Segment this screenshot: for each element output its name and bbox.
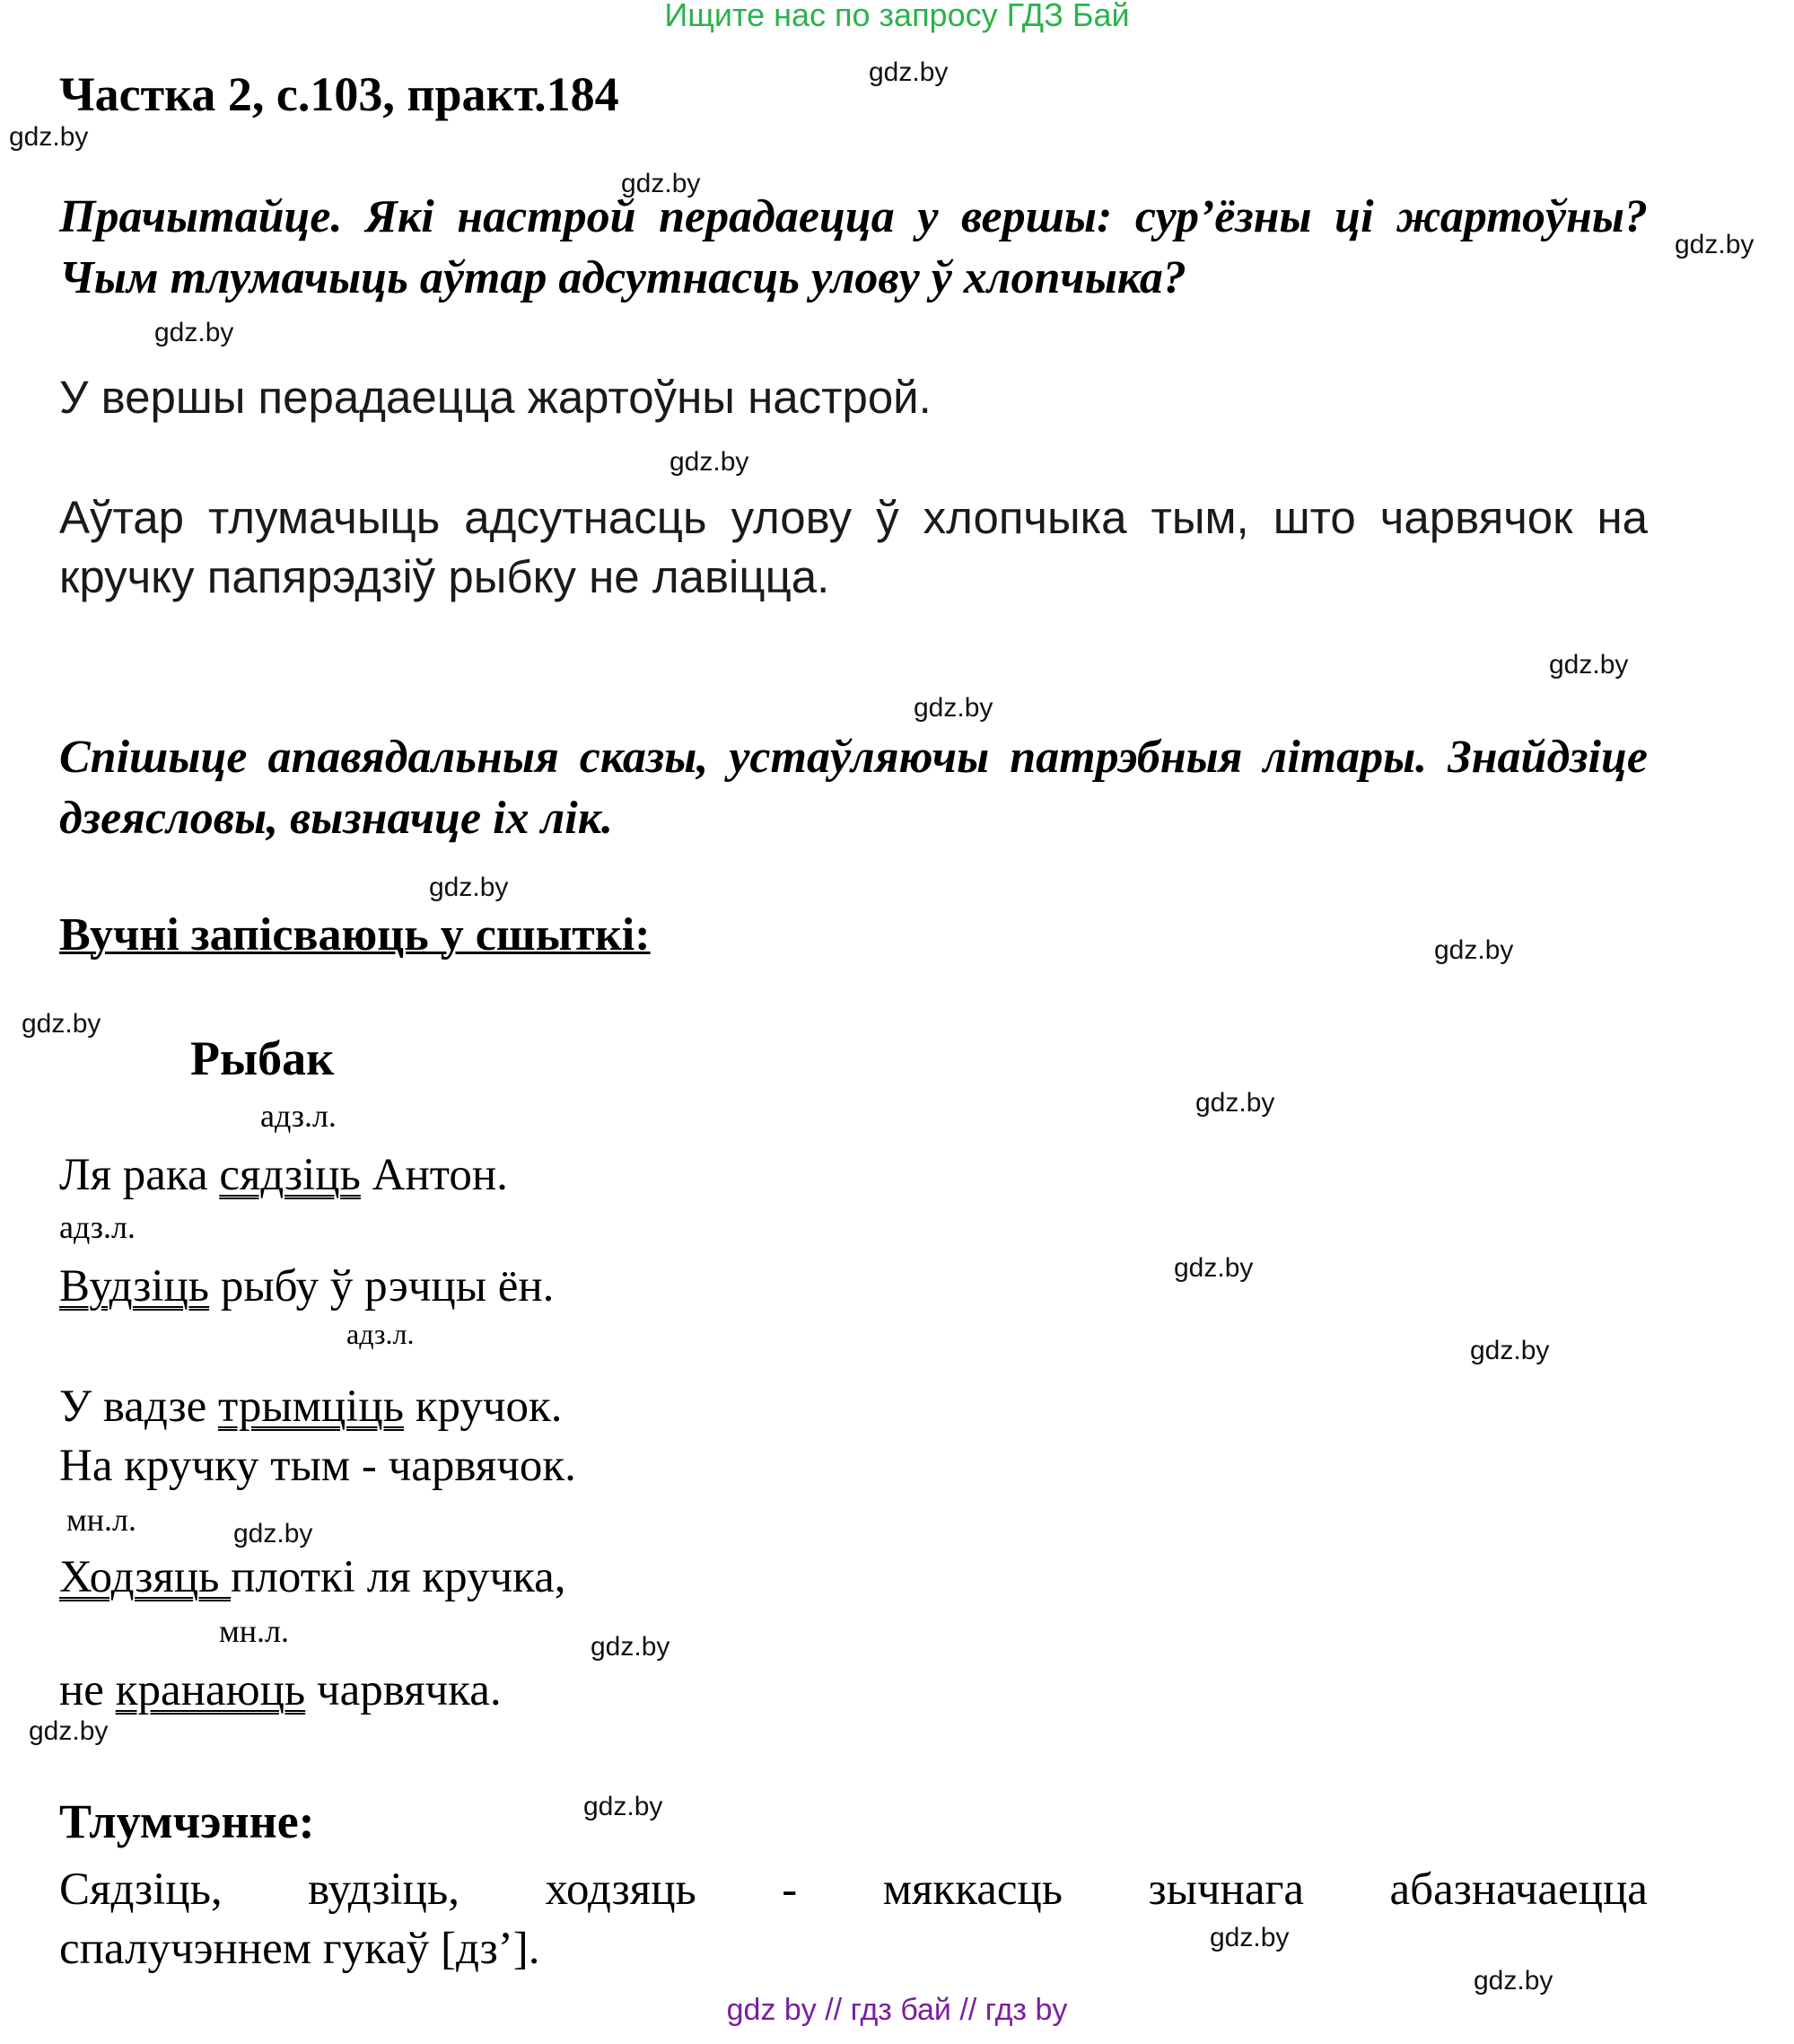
poem-title: Рыбак: [190, 1031, 335, 1085]
watermark: gdz.by: [29, 1716, 109, 1746]
watermark: gdz.by: [429, 873, 509, 902]
watermark: gdz.by: [9, 122, 89, 152]
watermark: gdz.by: [914, 693, 993, 723]
notebook-heading: Вучні запісваюць у сшыткі:: [59, 909, 651, 961]
verb: кранаюць: [115, 1665, 306, 1715]
number-label: адз.л.: [346, 1318, 415, 1350]
watermark: gdz.by: [1470, 1336, 1550, 1365]
explanation-word: абазначаецца: [1389, 1864, 1648, 1915]
number-label: адз.л.: [260, 1098, 337, 1134]
watermark: gdz.by: [1210, 1923, 1290, 1952]
watermark: gdz.by: [583, 1792, 663, 1821]
watermark: gdz.by: [154, 318, 234, 347]
poem-line: На кручку тым - чарвячок.: [59, 1441, 576, 1491]
explanation-word: -: [782, 1864, 798, 1915]
verb: Ходзяць: [59, 1552, 232, 1602]
number-label: мн.л.: [66, 1502, 137, 1538]
explanation-line-1: [59, 1860, 1648, 1919]
number-label: мн.л.: [219, 1613, 290, 1649]
verb: трымціць: [218, 1382, 404, 1432]
footer: gdz by // гдз бай // гдз by: [726, 1993, 1068, 2027]
watermark: gdz.by: [621, 169, 701, 198]
explanation-line-2: спалучэннем гукаў [дз’].: [59, 1924, 540, 1974]
explanation-word: ходзяць: [545, 1864, 696, 1915]
explanation-word: Сядзіць,: [59, 1864, 223, 1915]
answer-1: У вершы перадаецца жартоўны настрой.: [59, 372, 932, 423]
watermark: gdz.by: [1474, 1966, 1553, 1996]
watermark: gdz.by: [1174, 1253, 1254, 1283]
verb: Вудзіць: [59, 1261, 210, 1311]
explanation-word: зычнага: [1148, 1864, 1305, 1915]
task-2: Спішыце апавядальныя сказы, устаўляючы патрэбныя літары. Знайдзіце дзеясловы, вызначце іх лік.: [59, 732, 1648, 844]
watermark: gdz.by: [1195, 1088, 1275, 1118]
watermark: gdz.by: [22, 1009, 101, 1039]
watermark: gdz.by: [1675, 230, 1755, 259]
page-title: Частка 2, с.103, практ.184: [59, 67, 619, 121]
explanation-word: мяккасць: [882, 1864, 1063, 1915]
watermark: gdz.by: [669, 447, 749, 477]
verb: сядзіць: [219, 1150, 361, 1200]
poem-line: У вадзе трымціць кручок.: [59, 1382, 563, 1432]
explanation-heading: Тлумчэнне:: [59, 1794, 315, 1848]
watermark: gdz.by: [233, 1519, 313, 1548]
watermark: gdz.by: [1434, 935, 1514, 965]
watermark: gdz.by: [591, 1632, 670, 1662]
number-label: адз.л.: [59, 1209, 136, 1245]
poem-line: Ходзяць плоткі ля кручка,: [59, 1552, 566, 1602]
poem-line: Ля рака сядзіць Антон.: [59, 1150, 508, 1200]
poem-line: Вудзіць рыбу ў рэчцы ён.: [59, 1261, 555, 1311]
poem-line: не кранаюць чарвячка.: [59, 1665, 502, 1715]
top-banner: Ищите нас по запросу ГДЗ Бай: [664, 0, 1130, 33]
watermark: gdz.by: [1549, 650, 1629, 680]
task-1: Прачытайце. Які настрой перадаецца у вершы: сур’ёзны ці жартоўны? Чым тлумачыць аўтар адсутнасць улову ў хлопчыка?: [59, 191, 1648, 303]
explanation-word: вудзіць,: [308, 1864, 459, 1915]
watermark: gdz.by: [869, 57, 949, 87]
answer-2: Аўтар тлумачыць адсутнасць улову ў хлопчыка тым, што чарвячок на кручку папярэдзіў рыбку не лавіцца.: [59, 492, 1648, 602]
